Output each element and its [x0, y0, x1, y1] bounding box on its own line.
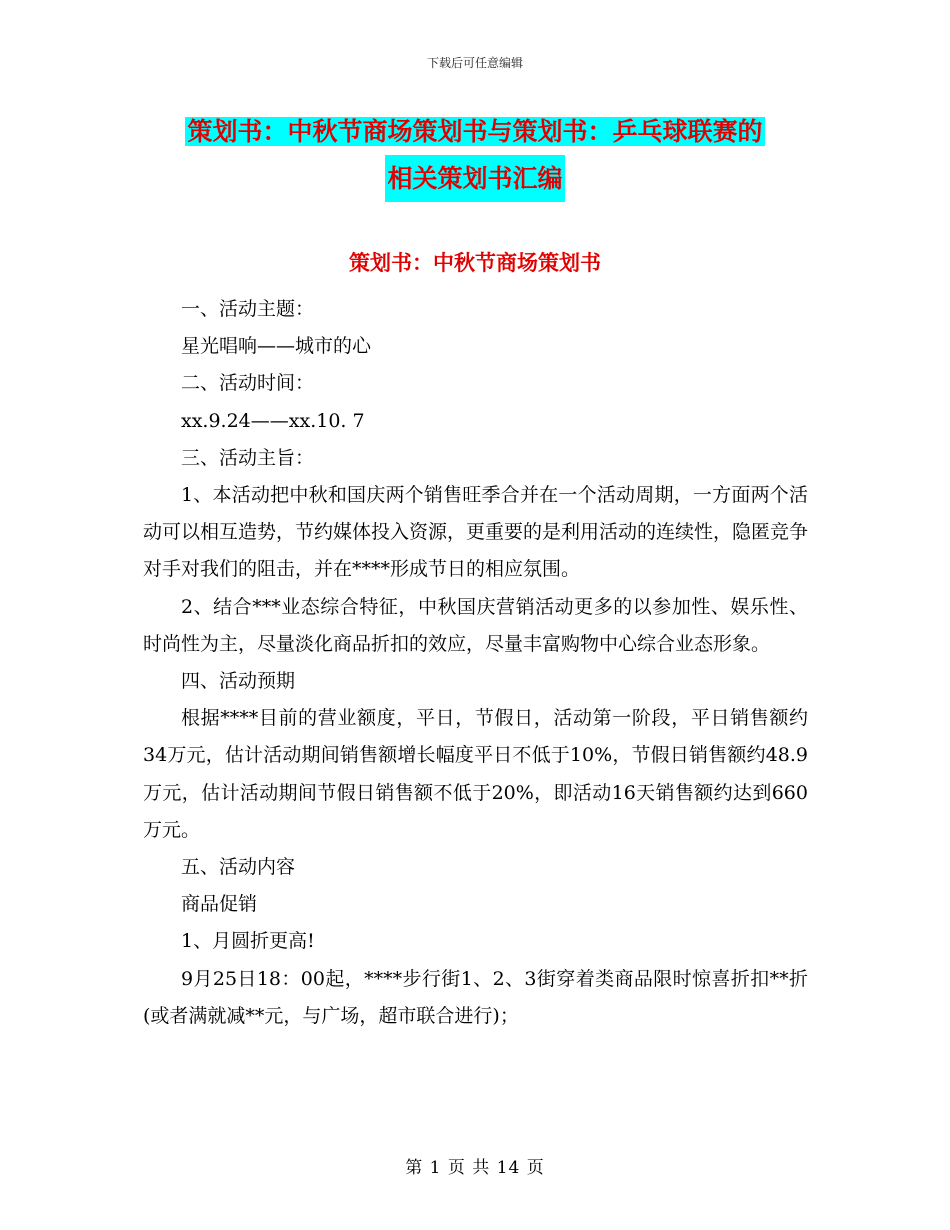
- page-footer: 第 1 页 共 14 页: [405, 1158, 545, 1178]
- paragraph: 商品促销: [181, 893, 258, 916]
- paragraph: 根据****目前的营业额度，平日，节假日，活动第一阶段，平日销售额约34万元，估计活动期间销售额增长幅度平日不低于10%，节假日销售额约48.9万元，估计活动期间节假日销售额不低于20%，即活动16天销售额约达到660万元。: [143, 707, 808, 841]
- document-title-line1: 策划书：中秋节商场策划书与策划书：乒乓球联赛的: [187, 117, 763, 146]
- paragraph: 星光唱响——城市的心: [181, 335, 372, 358]
- paragraph: 1、本活动把中秋和国庆两个销售旺季合并在一个活动周期，一方面两个活动可以相互造势，节约媒体投入资源，更重要的是利用活动的连续性，隐匿竞争对手对我们的阻击，并在****形成节日的相应氛围。: [143, 484, 809, 581]
- paragraph: 一、活动主题：: [181, 298, 315, 320]
- section-title: 策划书：中秋节商场策划书: [349, 251, 601, 275]
- document-title: [0, 108, 950, 202]
- paragraph: 三、活动主旨：: [181, 446, 315, 469]
- paragraph: 9月25日18：00起，****步行街1、2、3街穿着类商品限时惊喜折扣**折(或者满就减**元，与广场，超市联合进行)；: [143, 967, 808, 1027]
- paragraph: 二、活动时间：: [181, 372, 315, 395]
- paragraph: 四、活动预期: [181, 670, 296, 693]
- paragraph: 2、结合***业态综合特征，中秋国庆营销活动更多的以参加性、娱乐性、时尚性为主，尽量淡化商品折扣的效应，尽量丰富购物中心综合业态形象。: [143, 595, 808, 655]
- paragraph: 1、月圆折更高!: [181, 930, 315, 953]
- paragraph: 五、活动内容: [181, 856, 296, 879]
- document-title-line2: 相关策划书汇编: [385, 155, 564, 202]
- paragraph: xx.9.24——xx.10. 7: [181, 409, 365, 432]
- header-note: 下载后可任意编辑: [426, 56, 523, 70]
- document-body: [143, 291, 808, 1035]
